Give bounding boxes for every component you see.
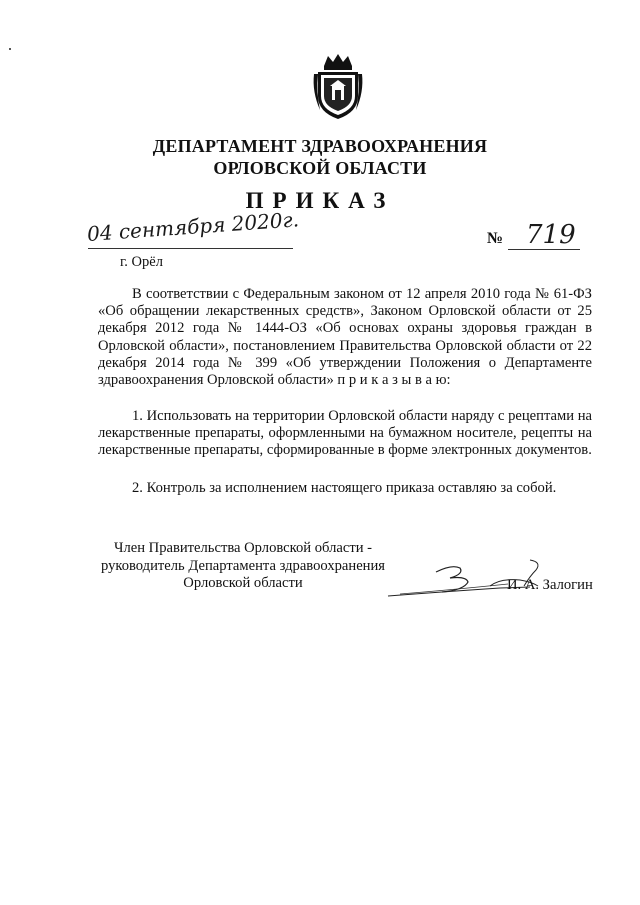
- handwritten-number: 719: [526, 220, 576, 250]
- margin-mark: [9, 48, 11, 50]
- signer-name: И. А. Залогин: [507, 577, 593, 593]
- order-item-1: 1. Использовать на территории Орловской области наряду с рецептами на лекарственные препараты, оформленными на бумажном носителе, рецепты на лекарственные препараты, сформированные в форме электронных документов.: [98, 408, 592, 459]
- signer-role: [88, 540, 398, 593]
- document-type-title: ПРИКАЗ: [245, 188, 395, 213]
- preamble-paragraph: В соответствии с Федеральным законом от 12 апреля 2010 года № 61-ФЗ «Об обращении лекарственных средств», Законом Орловской области от 25 декабря 2012 года № 1444-ОЗ «Об основах охраны здоровья граждан в Орловской области», постановлением Правительства Орловской области от 22 декабря 2014 года № 399 «Об утверждении Положения о Департаменте здравоохранения Орловской области» п р и к а з ы в а ю:: [98, 286, 592, 389]
- date-underline: [88, 248, 293, 249]
- signer-role-line1: Член Правительства Орловской области -: [113, 540, 373, 556]
- department-name-line1: ДЕПАРТАМЕНТ ЗДРАВООХРАНЕНИЯ: [152, 136, 488, 156]
- handwritten-date: 04 сентября 2020г.: [86, 207, 300, 246]
- number-label: №: [487, 230, 504, 247]
- department-name-line2: ОРЛОВСКОЙ ОБЛАСТИ: [213, 158, 427, 178]
- signer-role-line3: Орловской области: [183, 575, 303, 591]
- coat-of-arms-emblem: [310, 52, 366, 122]
- city: г. Орёл: [120, 254, 163, 270]
- signer-role-line2: руководитель Департамента здравоохранения: [100, 557, 386, 574]
- order-item-2: 2. Контроль за исполнением настоящего приказа оставляю за собой.: [132, 480, 557, 496]
